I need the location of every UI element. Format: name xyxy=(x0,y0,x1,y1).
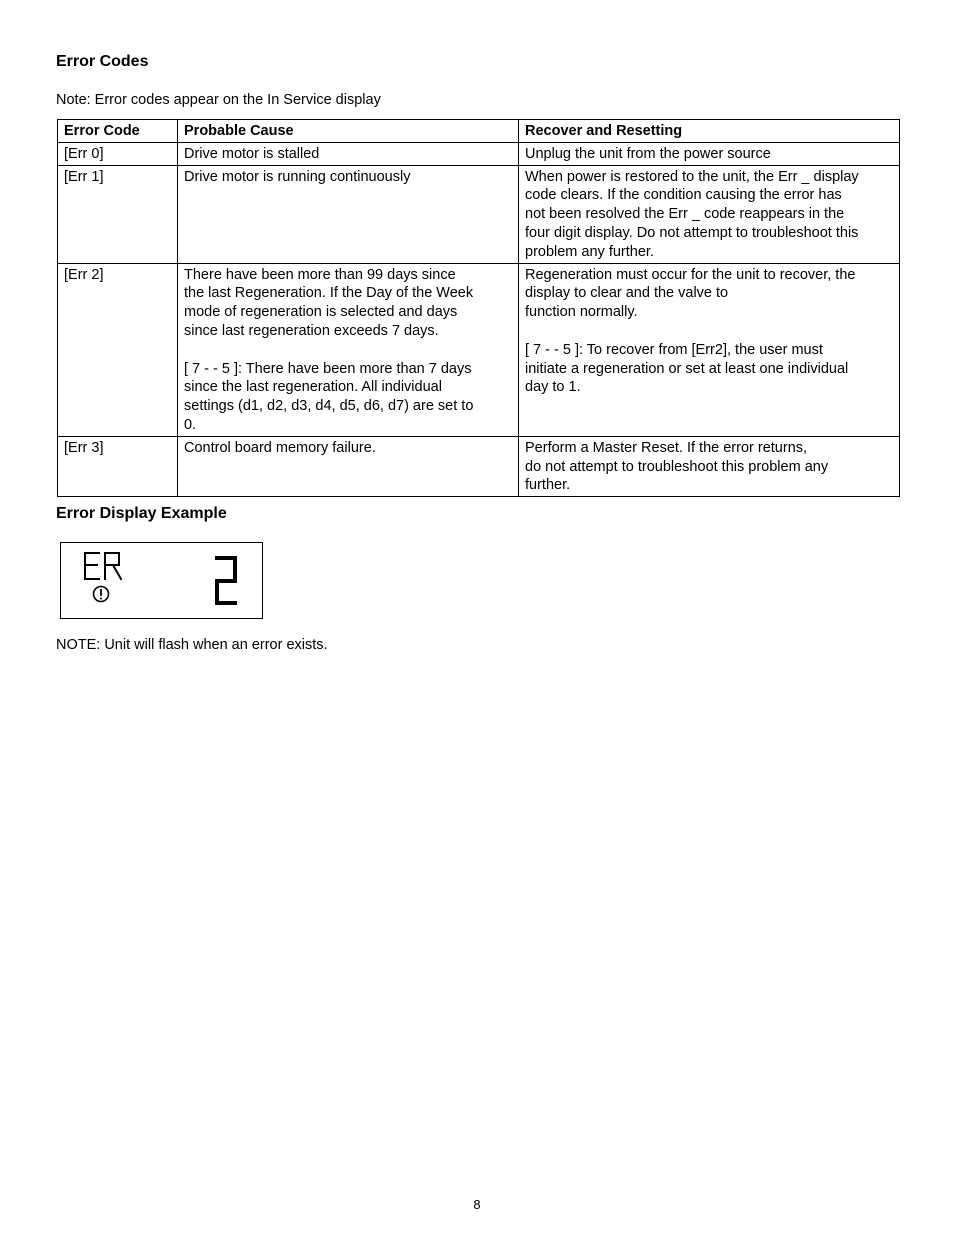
column-header: Error Code xyxy=(58,120,178,143)
display-example-heading: Error Display Example xyxy=(56,505,227,522)
error-code-cell: [Err 0] xyxy=(58,142,178,165)
lcd-letter-r xyxy=(105,553,121,579)
recover-cell: Regeneration must occur for the unit to recover, the display to clear and the valve to function normally. [ 7 - - 5 ]: To recover from [Err2], the user must initiate a regeneration or set at least one individual day to 1. xyxy=(519,263,900,436)
error-code-cell: [Err 2] xyxy=(58,263,178,436)
error-code-cell: [Err 3] xyxy=(58,436,178,496)
probable-cause-cell: Drive motor is running continuously xyxy=(178,165,519,263)
lcd-segments xyxy=(61,543,262,618)
table-row xyxy=(58,436,900,496)
table-header-row xyxy=(58,120,900,143)
lcd-letter-e xyxy=(85,553,99,579)
probable-cause-cell: Control board memory failure. xyxy=(178,436,519,496)
lcd-display-example xyxy=(60,542,263,619)
column-header: Probable Cause xyxy=(178,120,519,143)
page-number: 8 xyxy=(473,1197,481,1212)
error-code-cell: [Err 1] xyxy=(58,165,178,263)
alert-icon xyxy=(94,587,109,602)
page-heading: Error Codes xyxy=(56,53,149,70)
recover-cell: Perform a Master Reset. If the error returns, do not attempt to troubleshoot this problem any further. xyxy=(519,436,900,496)
column-header: Recover and Resetting xyxy=(519,120,900,143)
table-row xyxy=(58,263,900,436)
probable-cause-cell: There have been more than 99 days since the last Regeneration. If the Day of the Week mode of regeneration is selected and days since last regeneration exceeds 7 days. [ 7 - - 5 ]: There have been more than 7 days since the last regeneration. All individual settings (d1, d2, d3, d4, d5, d6, d7) are set to 0. xyxy=(178,263,519,436)
display-note: Note: Error codes appear on the In Service display xyxy=(56,92,381,108)
recover-cell: When power is restored to the unit, the Err _ display code clears. If the condition causing the error has not been resolved the Err _ code reappears in the four digit display. Do not attempt to troubleshoot this problem any further. xyxy=(519,165,900,263)
error-codes-table xyxy=(57,119,900,497)
probable-cause-cell: Drive motor is stalled xyxy=(178,142,519,165)
table-row xyxy=(58,165,900,263)
lcd-digit-2 xyxy=(217,558,235,603)
recover-cell: Unplug the unit from the power source xyxy=(519,142,900,165)
footer-note: NOTE: Unit will flash when an error exists. xyxy=(56,637,328,653)
table-row xyxy=(58,142,900,165)
